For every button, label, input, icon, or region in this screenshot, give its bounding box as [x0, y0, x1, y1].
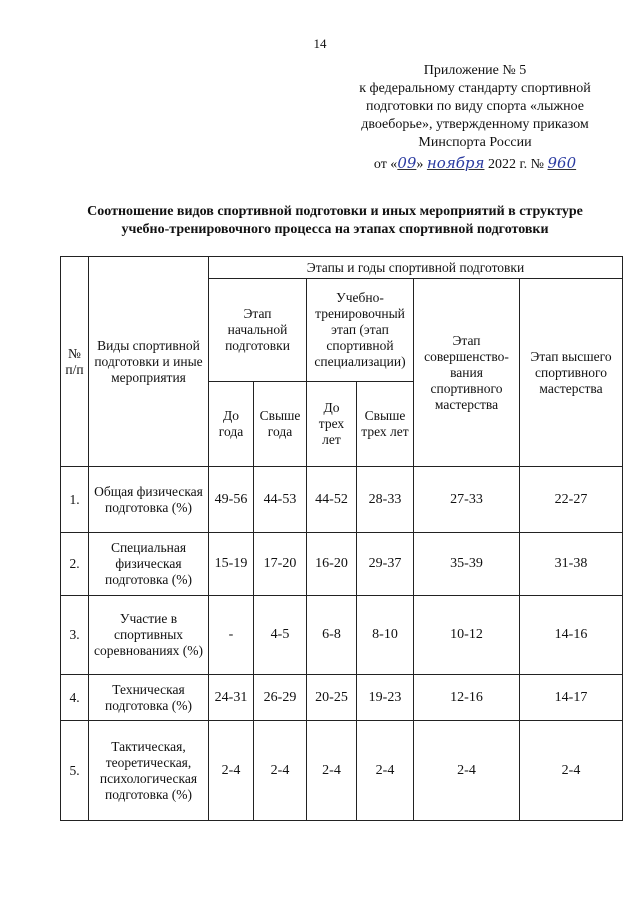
appendix-line-4: Минспорта России: [418, 135, 532, 150]
date-mid: »: [416, 157, 424, 172]
row-number: 1.: [61, 467, 89, 533]
appendix-line-3: двоеборье», утвержденному приказом: [361, 117, 589, 132]
cell-value: 2-4: [254, 721, 307, 821]
appendix-line-2: подготовки по виду спорта «лыжное: [366, 99, 584, 114]
cell-value: 35-39: [414, 533, 520, 596]
cell-value: 24-31: [209, 675, 254, 721]
row-number: 3.: [61, 596, 89, 675]
table-row: [61, 675, 623, 721]
row-name: Тактическая, теоретическая, психологическая подготовка (%): [89, 721, 209, 821]
header-stage-highest: Этап высшего спортивного мастерства: [520, 279, 623, 467]
cell-value: 44-52: [307, 467, 357, 533]
row-name: Специальная физическая подготовка (%): [89, 533, 209, 596]
title-line-2: учебно-тренировочного процесса на этапах спортивной подготовки: [121, 222, 549, 237]
cell-value: 2-4: [414, 721, 520, 821]
handwritten-day: 09: [397, 154, 417, 172]
cell-value: 14-16: [520, 596, 623, 675]
cell-value: 49-56: [209, 467, 254, 533]
cell-value: 15-19: [209, 533, 254, 596]
cell-value: 31-38: [520, 533, 623, 596]
header-row-1: [61, 257, 623, 279]
date-year: 2022 г. №: [487, 157, 544, 172]
training-ratio-table: [60, 256, 623, 821]
header-stages: Этапы и годы спортивной подготовки: [209, 257, 623, 279]
cell-value: 10-12: [414, 596, 520, 675]
cell-value: 14-17: [520, 675, 623, 721]
page-number: 14: [313, 36, 327, 51]
row-name: Техническая подготовка (%): [89, 675, 209, 721]
table-row: [61, 467, 623, 533]
row-name: Общая физическая подготовка (%): [89, 467, 209, 533]
handwritten-month: ноября: [426, 154, 485, 172]
table-row: [61, 533, 623, 596]
cell-value: 17-20: [254, 533, 307, 596]
table-row: [61, 596, 623, 675]
cell-value: 12-16: [414, 675, 520, 721]
cell-value: 2-4: [520, 721, 623, 821]
row-name: Участие в спортивных соревнованиях (%): [89, 596, 209, 675]
header-initial-up-to-year: До года: [209, 382, 254, 467]
handwritten-order-number: 960: [547, 154, 577, 172]
cell-value: 28-33: [357, 467, 414, 533]
header-kind: Виды спортивной подготовки и иные мероприятия: [89, 257, 209, 467]
cell-value: 26-29: [254, 675, 307, 721]
header-number: № п/п: [61, 257, 89, 467]
header-training-over-3: Свыше трех лет: [357, 382, 414, 467]
appendix-line-1: к федеральному стандарту спортивной: [359, 81, 591, 96]
cell-value: 22-27: [520, 467, 623, 533]
appendix-title: Приложение № 5: [423, 63, 527, 78]
title-line-1: Соотношение видов спортивной подготовки и иных мероприятий в структуре: [87, 204, 583, 219]
cell-value: 6-8: [307, 596, 357, 675]
date-prefix: от «: [373, 157, 398, 172]
table-row: [61, 721, 623, 821]
row-number: 2.: [61, 533, 89, 596]
cell-value: 2-4: [307, 721, 357, 821]
row-number: 5.: [61, 721, 89, 821]
header-stage-perfection: Этап совершенство-вания спортивного мастерства: [414, 279, 520, 467]
header-stage-training: Учебно-тренировочный этап (этап спортивной специализации): [307, 279, 414, 382]
cell-value: 8-10: [357, 596, 414, 675]
cell-value: 4-5: [254, 596, 307, 675]
cell-value: 16-20: [307, 533, 357, 596]
order-date-line: [330, 154, 620, 174]
cell-value: 29-37: [357, 533, 414, 596]
cell-value: 20-25: [307, 675, 357, 721]
cell-value: 27-33: [414, 467, 520, 533]
cell-value: 2-4: [357, 721, 414, 821]
cell-value: 44-53: [254, 467, 307, 533]
row-number: 4.: [61, 675, 89, 721]
document-title: [50, 203, 620, 239]
header-stage-initial: Этап начальной подготовки: [209, 279, 307, 382]
cell-value: 2-4: [209, 721, 254, 821]
header-training-up-to-3: До трех лет: [307, 382, 357, 467]
header-initial-over-year: Свыше года: [254, 382, 307, 467]
cell-value: -: [209, 596, 254, 675]
appendix-header: [330, 62, 620, 174]
cell-value: 19-23: [357, 675, 414, 721]
